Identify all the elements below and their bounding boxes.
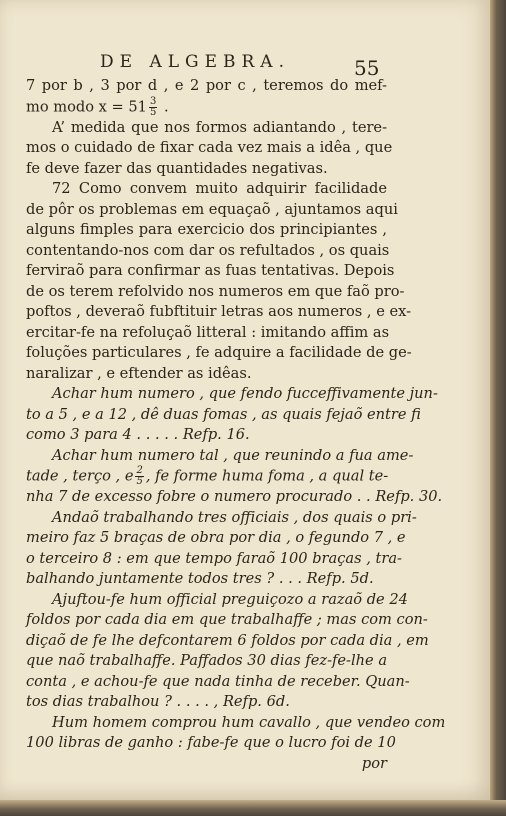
problem-2 [26, 446, 443, 508]
fraction-denominator: 5 [136, 476, 143, 487]
text-line: Achar hum numero , que fendo fucceffivamente jun- [52, 385, 438, 402]
problem-5 [26, 713, 446, 775]
text-line: alguns fimples para exercicio dos principiantes , [26, 221, 387, 238]
fraction [149, 97, 157, 118]
page-number: 55 [354, 56, 380, 80]
fraction-numerator: 2 [136, 465, 143, 476]
text-line: de os terem refolvido nos numeros em que faõ pro- [26, 282, 405, 300]
paragraph-negative-quantities [26, 118, 393, 180]
running-header: DE ALGEBRA. [100, 52, 290, 72]
text-line: conta , e achou-fe que nada tinha de receber. Quan- [26, 672, 410, 690]
text-line: 72 Como convem muito adquirir facilidade [52, 180, 387, 197]
text-line: Achar hum numero tal , que reunindo a fua ame- [52, 446, 414, 464]
text-line: diçaõ de fe lhe defcontarem 6 foldos por cada dia , em [26, 631, 429, 649]
text-line: mos o cuidado de fixar cada vez mais a idêa , que [26, 139, 393, 156]
catchword: por [361, 754, 387, 772]
problem-4 [26, 590, 429, 713]
page-edge-right [490, 0, 506, 816]
text-line: o terceiro 8 : em que tempo faraõ 100 braças , tra- [26, 549, 402, 567]
text-line: contentando-nos com dar os refultados , os quais [26, 241, 390, 259]
equation-end: . [163, 98, 169, 115]
text-line: Ajuftou-fe hum official preguiçozo a razaõ de 24 [52, 590, 408, 608]
paragraph-72 [26, 179, 412, 384]
problem-1 [26, 384, 438, 446]
text-line: to a 5 , e a 12 , dê duas fomas , as quais fejaõ entre fi [26, 405, 421, 423]
text-line: de pôr os problemas em equaçaõ , ajuntamos aqui [26, 200, 398, 218]
text-line: 7 por b , 3 por d , e 2 por c , teremos do mef- [26, 77, 387, 94]
text-line: meiro faz 5 braças de obra por dia , o fegundo 7 , e [26, 529, 406, 546]
text-line: como 3 para 4 . . . . . Refp. 16. [26, 426, 250, 443]
problem-3 [26, 508, 417, 590]
text-line: nha 7 de excesso fobre o numero procurado . . Refp. 30. [26, 488, 443, 505]
fraction-line [26, 466, 387, 487]
fraction-denominator: 5 [149, 106, 157, 118]
text-line: foldos por cada dia em que trabalhaffe ; mas com con- [26, 611, 428, 628]
equation-line [26, 97, 387, 118]
text-line: balhando juntamente todos tres ? . . . Refp. 5d. [26, 570, 374, 587]
equation-text: mo modo x = 51 [26, 98, 147, 115]
text-line: que naõ trabalhaffe. Paffados 30 dias fez-fe-lhe a [26, 652, 388, 669]
text-line: A’ medida que nos formos adiantando , tere- [52, 118, 387, 136]
text-line: fe deve fazer das quantidades negativas. [26, 159, 328, 177]
text-line: ferviraõ para confirmar as fuas tentativas. Depois [26, 262, 395, 279]
page-edge-bottom [0, 800, 506, 816]
text-segment: , fe forme huma foma , a qual te- [145, 467, 389, 485]
text-line: tos dias trabalhou ? . . . . , Refp. 6d. [26, 693, 290, 710]
text-line: Hum homem comprou hum cavallo , que vendeo com [52, 713, 446, 731]
fraction [135, 466, 143, 487]
text-line: 100 libras de ganho : fabe-fe que o lucro foi de 10 [26, 734, 396, 751]
text-line: naralizar , e eftender as idêas. [26, 364, 252, 382]
text-line: ercitar-fe na refoluçaõ litteral : imitando affim as [26, 323, 390, 341]
text-line: poftos , deveraõ fubftituir letras aos numeros , e ex- [26, 303, 412, 320]
page-body [26, 76, 446, 774]
text-segment: tade , terço , e [26, 467, 134, 485]
paragraph-continuation [26, 76, 387, 118]
text-line: foluções particulares , fe adquire a facilidade de ge- [26, 344, 412, 361]
text-line: Andaõ trabalhando tres officiais , dos quais o pri- [52, 508, 417, 526]
fraction-numerator: 3 [149, 95, 157, 107]
